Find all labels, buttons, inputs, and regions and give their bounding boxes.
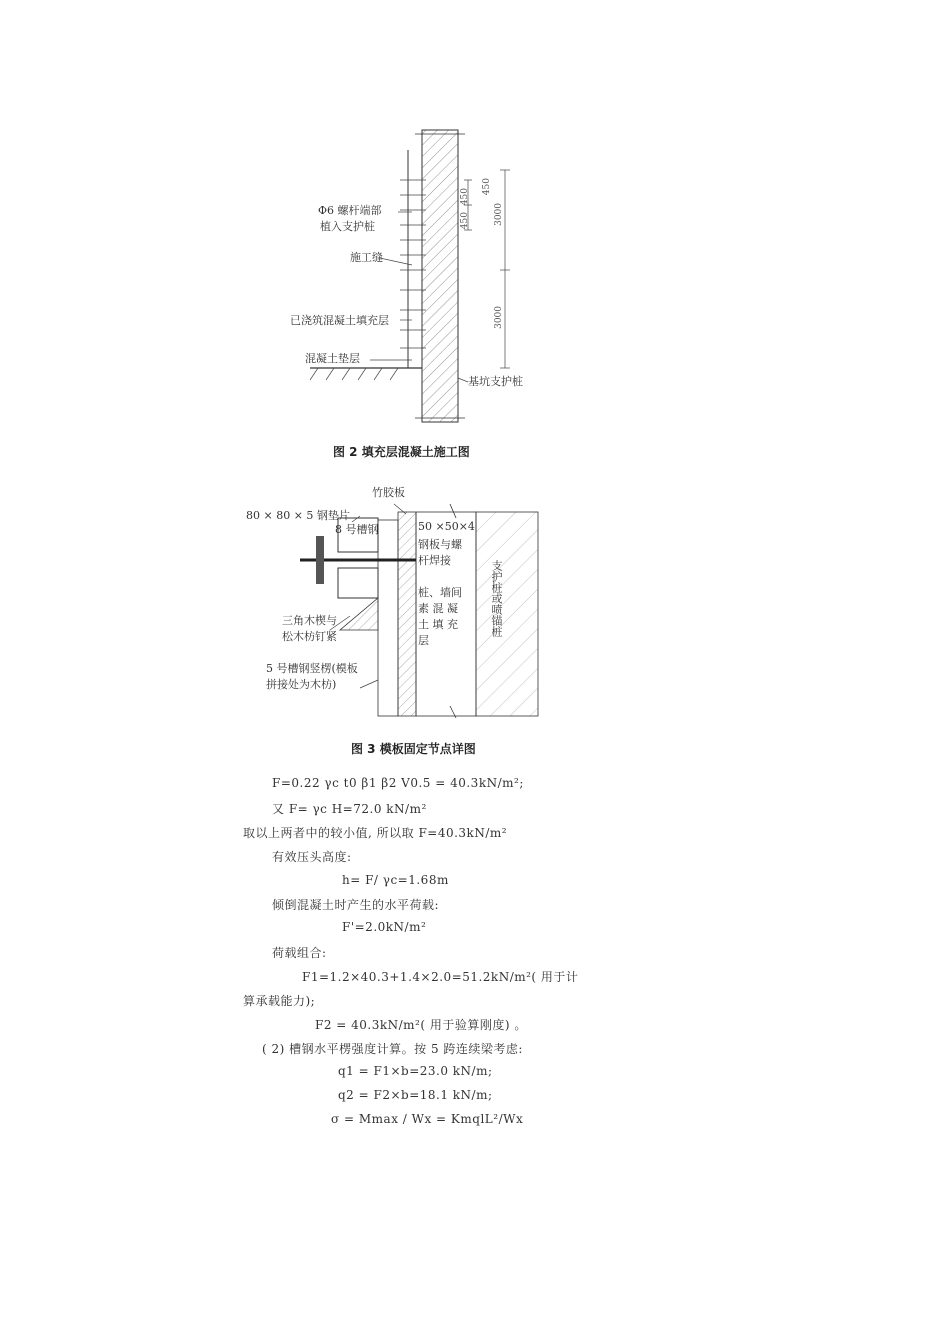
formula-f1-combo: F1=1.2×40.3+1.4×2.0=51.2kN/m²( 用于计: [302, 970, 579, 984]
text-horizontal-load: 倾倒混凝土时产生的水平荷载:: [272, 898, 440, 912]
dim-5: 3000: [494, 306, 504, 329]
formula-sigma: σ = Mmax / Wx = KmqlL²/Wx: [331, 1112, 524, 1126]
label-fill2: 素 混 凝: [418, 602, 458, 615]
dim-4: 3000: [494, 203, 504, 226]
formula-f2: 又 F= γc H=72.0 kN/m²: [272, 802, 427, 816]
figure-3-caption: 图 3 模板固定节点详图: [351, 742, 476, 756]
formula-f1: F=0.22 γc t0 β1 β2 V0.5 = 40.3kN/m²;: [272, 776, 524, 790]
label-fill3: 土 填 充: [418, 618, 458, 631]
label-plate3: 杆焊接: [418, 554, 451, 567]
dim-2: 450: [482, 178, 492, 196]
label-fill4: 层: [418, 634, 429, 647]
label-plate2: 钢板与螺: [418, 538, 462, 551]
text-section-2: ( 2) 槽钢水平楞强度计算。按 5 跨连续梁考虑:: [262, 1042, 523, 1056]
label-wedge1: 三角木楔与: [282, 614, 337, 627]
figure-2-caption: 图 2 填充层混凝土施工图: [333, 445, 470, 459]
formula-q1: q1 = F1×b=23.0 kN/m;: [338, 1064, 493, 1078]
label-channel8: 8 号槽钢: [335, 523, 379, 536]
label-shim: 80 × 80 × 5 钢垫片: [246, 509, 350, 522]
label-plate: 50 ×50×4: [418, 520, 475, 533]
label-pile: 基坑支护桩: [468, 375, 523, 388]
dim-1: 450: [460, 188, 470, 206]
label-fill1: 桩、墙间: [418, 586, 462, 599]
formula-f-prime: F'=2.0kN/m²: [342, 920, 427, 934]
formula-h: h= F/ γc=1.68m: [342, 873, 449, 887]
text-capacity: 算承载能力);: [243, 994, 316, 1008]
formula-f2-combo: F2 = 40.3kN/m²( 用于验算刚度) 。: [315, 1018, 527, 1032]
label-ch5-2: 拼接处为木枋): [266, 678, 337, 691]
text-load-combination: 荷载组合:: [272, 946, 327, 960]
dim-3: 450: [460, 212, 470, 230]
formula-q2: q2 = F2×b=18.1 kN/m;: [338, 1088, 493, 1102]
label-wedge2: 松木枋钉紧: [282, 630, 337, 643]
label-plank: 竹胶板: [372, 486, 405, 499]
label-bolt: Φ6 螺杆端部: [318, 204, 382, 217]
label-ch5-1: 5 号槽钢竖楞(模板: [266, 662, 358, 675]
label-joint: 施工缝: [350, 251, 383, 264]
label-pilewall: 支护桩或喷锚桩: [490, 560, 503, 637]
text-effective-head: 有效压头高度:: [272, 850, 352, 864]
label-cushion: 混凝土垫层: [305, 352, 360, 365]
text-take-min: 取以上两者中的较小值, 所以取 F=40.3kN/m²: [243, 826, 508, 840]
label-poured: 已浇筑混凝土填充层: [290, 314, 389, 327]
label-embed: 植入支护桩: [320, 220, 375, 233]
